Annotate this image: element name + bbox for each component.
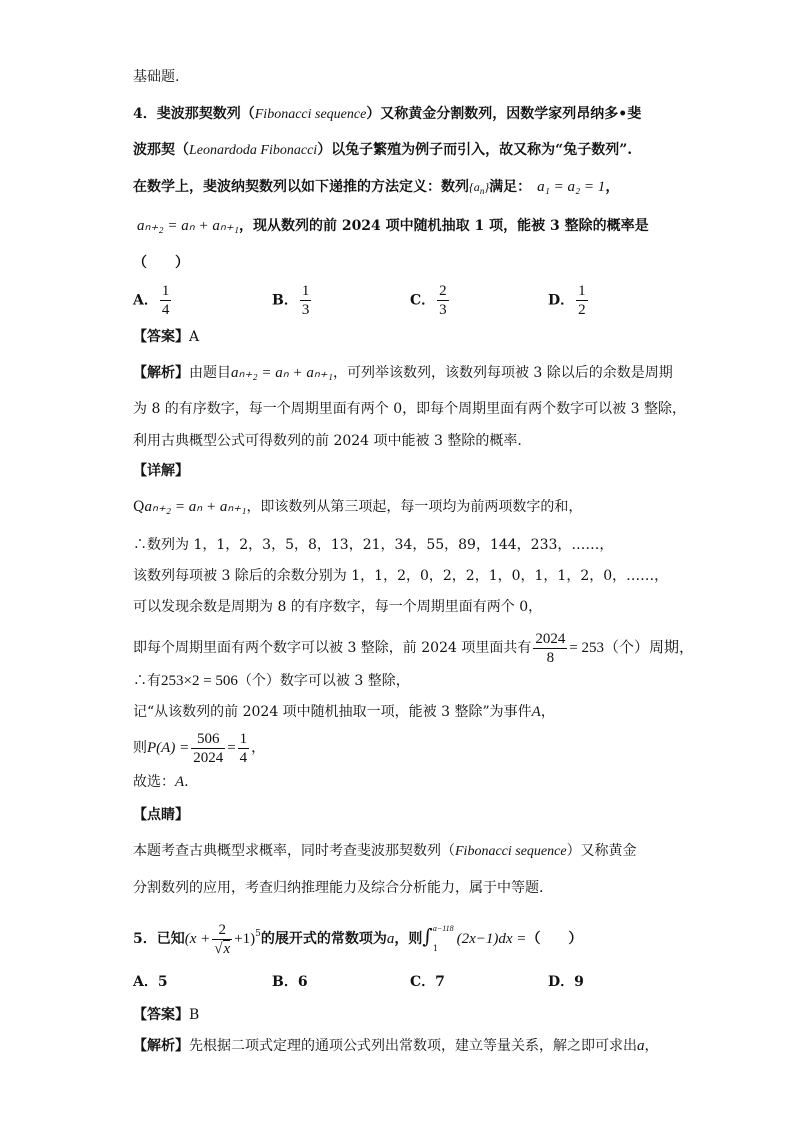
detail-text: ，即该数列从第三项起，每一项均为前两项数字的和， xyxy=(246,499,583,515)
answer-value: B xyxy=(189,1007,200,1023)
frac-num: 1 xyxy=(239,730,248,747)
detail-text: . xyxy=(184,774,189,790)
q5-fraction xyxy=(212,921,232,958)
q4-comment-tag: 【点睛】 xyxy=(133,807,189,823)
option-label: C． xyxy=(410,974,436,990)
sqrt-symbol: √ xyxy=(214,940,223,957)
option-fraction xyxy=(576,282,588,319)
q5-var: a xyxy=(386,931,395,947)
q4-comment-line-1 xyxy=(133,841,637,862)
comment-text: ）又称黄金 xyxy=(566,843,637,859)
option-label: B． xyxy=(272,292,298,309)
option-value: 6 xyxy=(297,974,308,990)
q4-option-d xyxy=(548,282,590,319)
q4-text: ）又称黄金分割数列，因数学家列昂纳多•斐 xyxy=(366,106,642,122)
q5-expr: (x + xyxy=(184,931,211,947)
option-fraction xyxy=(437,282,449,319)
option-fraction xyxy=(160,282,172,319)
q5-analysis-line-1 xyxy=(133,1036,659,1056)
frac-num: 2024 xyxy=(535,630,566,647)
q4-text: ， xyxy=(605,179,620,195)
q4-text: 在数学上，斐波纳契数列以如下递推的方法定义：数列 xyxy=(133,179,469,195)
analysis-tag: 【解析】 xyxy=(133,365,189,381)
frac-num: 1 xyxy=(578,283,586,299)
q4-detail-line-6 xyxy=(133,671,410,691)
q4-text: ）以兔子繁殖为例子而引入，故又称为“兔子数列”. xyxy=(317,142,633,158)
q4-detail-line-3: 该数列每项被 3 除后的余数分别为 1，1，2，0，2，2，1，0，1，1，2，0，……， xyxy=(133,568,669,584)
detail-fraction xyxy=(238,730,250,767)
q4-line-4 xyxy=(133,216,649,236)
answer-tag: 【答案】 xyxy=(133,1007,189,1023)
detail-prob: P(A) = xyxy=(147,740,190,756)
detail-text: （个）数字可以被 3 整除， xyxy=(237,673,410,689)
q4-answer-paren: （ ） xyxy=(133,255,189,271)
q5-option-d xyxy=(548,971,584,991)
because-symbol: Q xyxy=(133,499,145,515)
q4-option-c xyxy=(410,282,451,319)
detail-recurrence: aₙ₊₂ = aₙ + aₙ₊₁ xyxy=(144,499,247,515)
frac-den: 2024 xyxy=(193,749,224,766)
comment-english-term: Fibonacci sequence xyxy=(455,844,567,859)
integral-symbol: ∫ xyxy=(422,924,433,948)
q4-detail-line-4: 可以发现余数是周期为 8 的有序数字，每一个周期里面有两个 0， xyxy=(133,599,543,615)
q5-option-b xyxy=(272,971,308,991)
q5-text: ，则 xyxy=(394,931,423,947)
comment-text: 本题考查古典概型求概率，同时考查斐波那契数列（ xyxy=(133,843,455,859)
q4-line-1 xyxy=(133,104,641,125)
q4-recurrence: aₙ₊₂ = aₙ + aₙ₊₁ xyxy=(137,218,239,234)
option-label: A． xyxy=(133,974,158,990)
q4-line-2 xyxy=(133,140,632,161)
q4-line-3 xyxy=(133,177,619,201)
detail-var: A xyxy=(531,704,541,720)
option-value: 5 xyxy=(157,974,168,990)
option-label: D． xyxy=(548,974,575,990)
option-label: D． xyxy=(548,292,575,309)
q4-english-term: Fibonacci sequence xyxy=(254,107,367,122)
q4-english-name: Leonardoda Fibonacci xyxy=(189,143,318,158)
q5-text: 的展开式的常数项为 xyxy=(260,931,387,947)
option-value: 7 xyxy=(435,974,445,990)
integral-upper: a−118 xyxy=(432,924,454,933)
integral-lower: 1 xyxy=(432,944,438,953)
q4-detail-line-7 xyxy=(133,702,555,722)
detail-text: 则 xyxy=(133,740,147,756)
q4-analysis-line-2: 为 8 的有序数字，每一个周期里面有两个 0，即每个周期里面有两个数字可以被 3 整除， xyxy=(133,401,686,417)
detail-text: ， xyxy=(540,704,555,720)
q4-number: 4． xyxy=(133,106,157,122)
analysis-text: ， xyxy=(644,1038,659,1054)
analysis-text: 由题目 xyxy=(189,365,231,381)
frac-num: 2 xyxy=(439,283,447,299)
sqrt-radicand: x xyxy=(223,940,231,957)
frac-den: 4 xyxy=(239,749,248,766)
frac-den: 3 xyxy=(439,302,447,318)
q4-option-b xyxy=(272,282,313,319)
detail-text: ， xyxy=(251,740,266,756)
q4-detail-line-5 xyxy=(133,628,694,668)
frac-den: 8 xyxy=(533,648,567,667)
detail-text: = 253（个）周期， xyxy=(569,640,695,656)
q5-option-c xyxy=(410,971,445,991)
q5-answer xyxy=(133,1005,199,1025)
frac-den: 2 xyxy=(578,302,586,318)
set-sub: n xyxy=(479,186,485,196)
frac-num: 2 xyxy=(218,921,226,938)
frac-num: 1 xyxy=(301,283,310,299)
frac-num: 506 xyxy=(196,730,220,747)
q4-analysis-line-1 xyxy=(133,363,673,383)
q4-answer xyxy=(133,327,199,347)
q4-detail-line-2: ∴数列为 1，1，2，3，5，8，13，21，34，55，89，144，233，……， xyxy=(133,537,614,553)
frac-den: 4 xyxy=(161,302,170,318)
integral-limits xyxy=(433,924,454,954)
detail-fraction xyxy=(191,730,225,767)
set-open: {a xyxy=(469,180,480,194)
option-label: C． xyxy=(410,292,436,309)
analysis-recurrence: aₙ₊₂ = aₙ + aₙ₊₁ xyxy=(231,365,333,381)
q5-text: 已知 xyxy=(156,931,185,947)
q5-power: 5 xyxy=(255,929,261,939)
q5-expr: +1) xyxy=(234,931,256,947)
q4-text: ，现从数列的前 2024 项中随机抽取 1 项，能被 3 整除的概率是 xyxy=(238,218,649,234)
analysis-text: ，可列举该数列，该数列每项被 3 除以后的余数是周期 xyxy=(332,365,673,381)
set-close: } xyxy=(484,180,490,194)
detail-var: A xyxy=(175,774,185,790)
q4-text: 满足： xyxy=(489,179,532,195)
answer-value: A xyxy=(189,329,200,345)
frac-num: 1 xyxy=(161,283,170,299)
q5-number: 5． xyxy=(133,931,157,947)
answer-tag: 【答案】 xyxy=(133,329,189,345)
detail-eq: = xyxy=(227,740,236,756)
option-value: 9 xyxy=(574,974,584,990)
analysis-var: a xyxy=(637,1038,645,1054)
detail-fraction xyxy=(533,630,567,667)
detail-text: 即每个周期里面有两个数字可以被 3 整除，前 2024 项里面共有 xyxy=(133,640,532,656)
detail-text: 记“从该数列的前 2024 项中随机抽取一项，能被 3 整除”为事件 xyxy=(133,704,532,720)
detail-text: 故选： xyxy=(133,774,175,790)
option-label: B． xyxy=(272,974,298,990)
option-fraction xyxy=(300,282,312,319)
q4-text: 斐波那契数列（ xyxy=(156,106,255,122)
option-label: A． xyxy=(133,292,158,309)
q4-option-a xyxy=(133,282,173,319)
q4-detail-line-1 xyxy=(133,497,582,517)
q5-option-a xyxy=(133,971,168,991)
q4-comment-line-2: 分割数列的应用，考查归纳推理能力及综合分析能力，属于中等题. xyxy=(133,880,544,896)
q4-text: 波那契（ xyxy=(133,142,189,158)
detail-math: 253×2 = 506 xyxy=(161,673,238,689)
q4-set-notation xyxy=(469,180,489,194)
frac-den: 3 xyxy=(301,302,310,318)
analysis-text: 先根据二项式定理的通项公式列出常数项，建立等量关系，解之即可求出 xyxy=(189,1038,637,1054)
q4-detail-line-8 xyxy=(133,726,265,770)
detail-text: ∴有 xyxy=(133,673,161,689)
q4-initial-condition: a₁ = a₂ = 1 xyxy=(537,179,606,195)
q5-paren: （ ） xyxy=(526,931,583,947)
integrand: (2x−1)dx = xyxy=(456,931,527,947)
q5-line-1 xyxy=(133,912,582,961)
q4-analysis-line-3: 利用古典概型公式可得数列的前 2024 项中能被 3 整除的概率. xyxy=(133,433,522,449)
q4-detail-tag: 【详解】 xyxy=(133,463,189,479)
q4-detail-line-9 xyxy=(133,772,189,792)
previous-answer-tail: 基础题. xyxy=(133,69,180,85)
frac-den xyxy=(212,939,232,958)
analysis-tag: 【解析】 xyxy=(133,1038,189,1054)
